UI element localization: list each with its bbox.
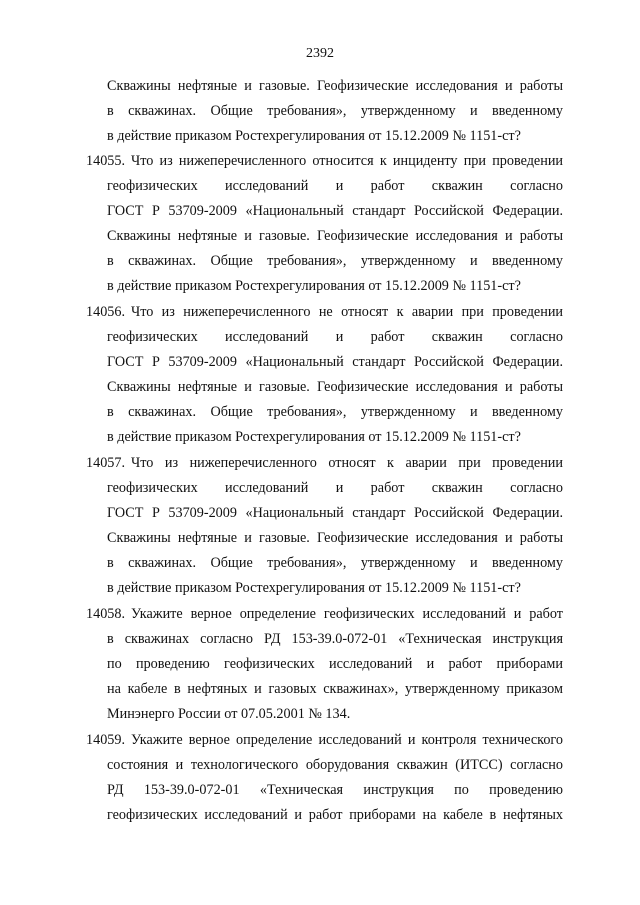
question-line: РД 153-39.0-072-01 «Техническая инструкция по проведению bbox=[107, 782, 563, 798]
question-line: в действие приказом Ростехрегулирования от 15.12.2009 № 1151-ст? bbox=[107, 580, 521, 596]
intro-line: Скважины нефтяные и газовые. Геофизические исследования и работы bbox=[107, 78, 563, 94]
question-number: 14058. bbox=[86, 606, 126, 622]
question-line: Что из нижеперечисленного относится к инциденту при проведении bbox=[131, 153, 563, 169]
question-line: геофизических исследований и работ скважин согласно bbox=[107, 480, 563, 496]
question-line: Скважины нефтяные и газовые. Геофизические исследования и работы bbox=[107, 530, 563, 546]
question-line: геофизических исследований и работ скважин согласно bbox=[107, 178, 563, 194]
question-line: геофизических исследований и работ приборами на кабеле в нефтяных bbox=[107, 807, 563, 823]
question-line: в скважинах. Общие требования», утвержденному и введенному bbox=[107, 253, 563, 269]
question-line: Что из нижеперечисленного относят к аварии при проведении bbox=[131, 455, 563, 471]
question-line: в скважинах согласно РД 153-39.0-072-01 «Техническая инструкция bbox=[107, 631, 563, 647]
question-line: Укажите верное определение геофизических исследований и работ bbox=[131, 606, 563, 622]
question-line: Что из нижеперечисленного не относят к аварии при проведении bbox=[131, 304, 563, 320]
question-number: 14056. bbox=[86, 304, 126, 320]
intro-line: в действие приказом Ростехрегулирования от 15.12.2009 № 1151-ст? bbox=[107, 128, 521, 144]
question-line: Скважины нефтяные и газовые. Геофизические исследования и работы bbox=[107, 379, 563, 395]
question-line: состояния и технологического оборудования скважин (ИТСС) согласно bbox=[107, 757, 563, 773]
question-line: геофизических исследований и работ скважин согласно bbox=[107, 329, 563, 345]
question-line: Минэнерго России от 07.05.2001 № 134. bbox=[107, 706, 351, 722]
question-number: 14055. bbox=[86, 153, 126, 169]
question-line: ГОСТ Р 53709-2009 «Национальный стандарт Российской Федерации. bbox=[107, 203, 563, 219]
intro-line: в скважинах. Общие требования», утвержденному и введенному bbox=[107, 103, 563, 119]
question-line: на кабеле в нефтяных и газовых скважинах», утвержденному приказом bbox=[107, 681, 563, 697]
question-number: 14057. bbox=[86, 455, 126, 471]
question-line: в действие приказом Ростехрегулирования от 15.12.2009 № 1151-ст? bbox=[107, 429, 521, 445]
question-number: 14059. bbox=[86, 732, 126, 748]
question-line: Скважины нефтяные и газовые. Геофизические исследования и работы bbox=[107, 228, 563, 244]
question-line: в скважинах. Общие требования», утвержденному и введенному bbox=[107, 404, 563, 420]
page-number: 2392 bbox=[306, 46, 334, 61]
question-line: ГОСТ Р 53709-2009 «Национальный стандарт Российской Федерации. bbox=[107, 505, 563, 521]
question-line: в действие приказом Ростехрегулирования от 15.12.2009 № 1151-ст? bbox=[107, 278, 521, 294]
question-line: в скважинах. Общие требования», утвержденному и введенному bbox=[107, 555, 563, 571]
question-line: ГОСТ Р 53709-2009 «Национальный стандарт Российской Федерации. bbox=[107, 354, 563, 370]
question-line: по проведению геофизических исследований и работ приборами bbox=[107, 656, 563, 672]
question-line: Укажите верное определение исследований и контроля технического bbox=[131, 732, 563, 748]
